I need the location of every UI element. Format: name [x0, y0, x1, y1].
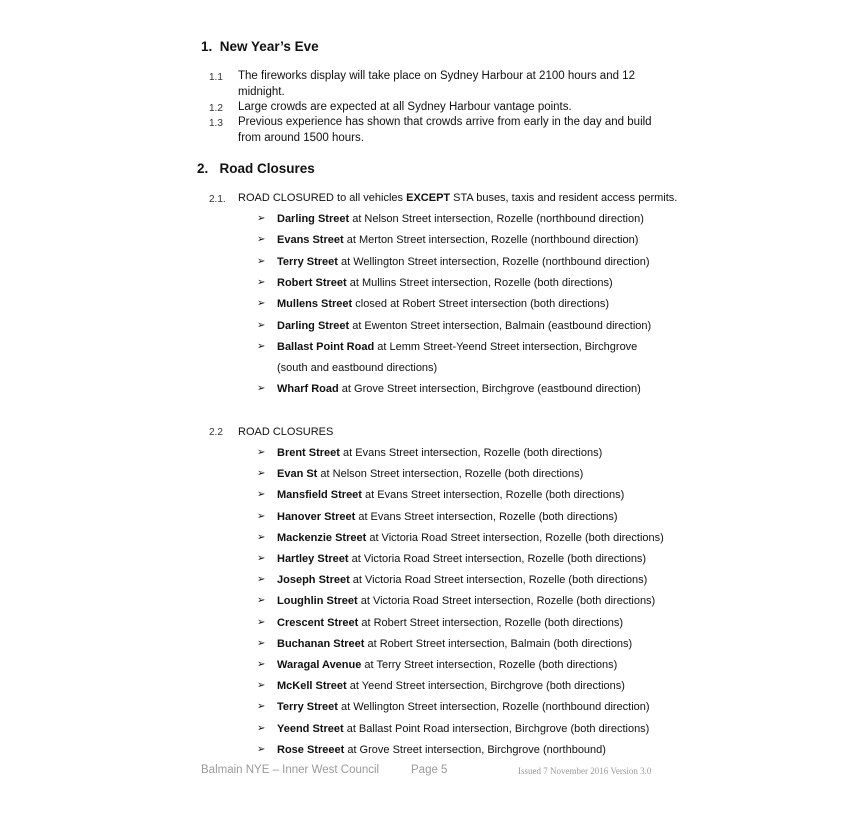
list-item — [277, 510, 618, 524]
street-name: Terry Street — [277, 255, 338, 268]
item-2-2-number: 2.2 — [209, 427, 223, 438]
section-1-title: New Year’s Eve — [219, 39, 319, 54]
street-name: Crescent Street — [277, 616, 359, 629]
list-item — [277, 616, 623, 630]
list-item — [277, 552, 646, 566]
closure-detail: at Evans Street intersection, Rozelle (both directions) — [361, 489, 625, 502]
bullet-arrow-icon: ➢ — [257, 510, 266, 522]
list-item-continuation: (south and eastbound directions) — [277, 362, 438, 375]
closure-detail: at Ewenton Street intersection, Balmain (eastbound direction) — [349, 319, 652, 332]
bullet-arrow-icon: ➢ — [257, 383, 266, 395]
closure-detail: at Terry Street intersection, Rozelle (both directions) — [361, 659, 618, 671]
closure-detail: at Grove Street intersection, Birchgrove (northbound) — [344, 743, 606, 756]
bullet-arrow-icon: ➢ — [257, 637, 266, 649]
list-item — [277, 467, 583, 481]
list-item — [277, 637, 632, 651]
street-name: Brent Street — [277, 447, 340, 459]
section-1-number: 1. — [201, 39, 213, 54]
street-name: Loughlin Street — [277, 595, 358, 608]
list-item — [277, 297, 609, 311]
closure-detail: closed at Robert Street intersection (both directions) — [352, 298, 609, 311]
street-name: Buchanan Street — [277, 637, 365, 650]
list-item — [277, 276, 613, 290]
closure-detail: at Victoria Road Street intersection, Rozelle (both directions) — [349, 574, 648, 587]
item-2-1-intro — [238, 191, 677, 205]
street-name: Darling Street — [277, 213, 350, 225]
closure-detail: at Robert Street intersection, Balmain (both directions) — [364, 637, 633, 650]
item-2-2-intro: ROAD CLOSURES — [238, 426, 334, 438]
bullet-arrow-icon: ➢ — [257, 701, 266, 713]
street-name: Mansfield Street — [277, 489, 362, 502]
item-2-1-number: 2.1. — [209, 194, 226, 205]
bullet-arrow-icon: ➢ — [257, 489, 266, 501]
bullet-arrow-icon: ➢ — [257, 276, 266, 288]
list-item — [277, 212, 644, 226]
list-item — [277, 743, 606, 757]
street-name: Evan St — [277, 468, 318, 481]
closure-detail: at Robert Street intersection, Rozelle (both directions) — [358, 616, 624, 629]
bullet-arrow-icon: ➢ — [257, 722, 266, 734]
list-item — [277, 700, 650, 714]
item-1-3-text: Previous experience has shown that crowds arrive from early in the day and build from around 1500 hours. — [238, 116, 652, 144]
street-name: Waragal Avenue — [277, 659, 362, 671]
bullet-arrow-icon: ➢ — [257, 531, 266, 543]
closure-detail: at Grove Street intersection, Birchgrove (eastbound direction) — [338, 383, 641, 396]
list-item — [277, 446, 602, 460]
item-1-1-number: 1.1 — [209, 72, 223, 83]
closure-detail: at Nelson Street intersection, Rozelle (northbound direction) — [349, 213, 644, 225]
bullet-arrow-icon: ➢ — [257, 298, 266, 310]
intro-text-tail: STA buses, taxis and resident access permits. — [450, 192, 678, 204]
list-item — [277, 340, 637, 354]
bullet-arrow-icon: ➢ — [257, 255, 266, 267]
closure-detail: at Merton Street intersection, Rozelle (northbound direction) — [343, 234, 639, 247]
bullet-arrow-icon: ➢ — [257, 468, 266, 480]
list-item — [277, 319, 651, 333]
bullet-arrow-icon: ➢ — [257, 447, 266, 458]
list-item — [277, 531, 664, 545]
closure-detail: at Nelson Street intersection, Rozelle (both directions) — [317, 468, 584, 481]
closure-detail: at Yeend Street intersection, Birchgrove (both directions) — [346, 680, 625, 693]
intro-emphasis: EXCEPT — [406, 192, 451, 204]
list-item — [277, 679, 625, 693]
list-item — [277, 382, 641, 396]
list-item — [277, 722, 649, 736]
bullet-arrow-icon: ➢ — [257, 340, 266, 352]
street-name: Mullens Street — [277, 298, 353, 311]
street-name: Robert Street — [277, 276, 347, 289]
closure-detail: at Wellington Street intersection, Rozelle (northbound direction) — [337, 255, 650, 268]
street-name: McKell Street — [277, 680, 347, 693]
section-2-number: 2. — [197, 161, 209, 176]
bullet-arrow-icon: ➢ — [257, 213, 266, 224]
item-1-2-text: Large crowds are expected at all Sydney Harbour vantage points. — [238, 101, 572, 113]
street-name: Hartley Street — [277, 553, 349, 565]
bullet-arrow-icon: ➢ — [257, 574, 266, 586]
section-1-heading — [201, 39, 319, 54]
closure-detail: at Mullins Street intersection, Rozelle (both directions) — [346, 276, 613, 289]
street-name: Mackenzie Street — [277, 531, 367, 544]
list-item — [277, 594, 655, 608]
street-name: Evans Street — [277, 234, 344, 247]
street-name: Rose Streeet — [277, 743, 345, 756]
bullet-arrow-icon: ➢ — [257, 319, 266, 331]
closure-detail: at Wellington Street intersection, Rozelle (northbound direction) — [337, 701, 650, 714]
street-name: Yeend Street — [277, 722, 344, 735]
bullet-arrow-icon: ➢ — [257, 616, 266, 628]
closure-detail: at Victoria Road Street intersection, Rozelle (both directions) — [357, 595, 656, 608]
bullet-arrow-icon: ➢ — [257, 553, 266, 564]
street-name: Wharf Road — [277, 383, 339, 396]
list-item — [277, 233, 638, 247]
item-1-3-number: 1.3 — [209, 118, 223, 129]
item-1-2-number: 1.2 — [209, 103, 223, 114]
street-name: Hanover Street — [277, 510, 356, 523]
list-item — [277, 658, 617, 672]
item-1-1-text: The fireworks display will take place on Sydney Harbour at 2100 hours and 12 midnight. — [238, 70, 635, 98]
bullet-arrow-icon: ➢ — [257, 595, 266, 607]
section-2-heading — [197, 161, 315, 176]
bullet-arrow-icon: ➢ — [257, 743, 266, 755]
intro-text: ROAD CLOSURED to all vehicles — [238, 192, 407, 204]
closure-detail: at Victoria Road Street intersection, Rozelle (both directions) — [348, 553, 647, 565]
list-item — [277, 488, 624, 502]
bullet-arrow-icon: ➢ — [257, 659, 266, 670]
closure-detail: at Ballast Point Road intersection, Birchgrove (both directions) — [343, 722, 650, 735]
list-item — [277, 573, 647, 587]
street-name: Terry Street — [277, 701, 338, 714]
footer-left: Balmain NYE – Inner West Council — [201, 764, 380, 776]
bullet-arrow-icon: ➢ — [257, 680, 266, 692]
section-2-title: Road Closures — [219, 161, 315, 176]
street-name: Joseph Street — [277, 574, 350, 587]
footer-page: Page 5 — [411, 764, 448, 776]
street-name: Ballast Point Road — [277, 340, 375, 353]
closure-detail: at Victoria Road Street intersection, Rozelle (both directions) — [366, 531, 664, 544]
list-item — [277, 255, 650, 269]
closure-detail: at Lemm Street-Yeend Street intersection, Birchgrove — [374, 340, 638, 353]
closure-detail: at Evans Street intersection, Rozelle (both directions) — [339, 447, 603, 459]
bullet-arrow-icon: ➢ — [257, 234, 266, 246]
closure-detail: at Evans Street intersection, Rozelle (both directions) — [355, 510, 618, 523]
street-name: Darling Street — [277, 319, 350, 332]
footer-issued: Issued 7 November 2016 Version 3.0 — [518, 766, 652, 776]
